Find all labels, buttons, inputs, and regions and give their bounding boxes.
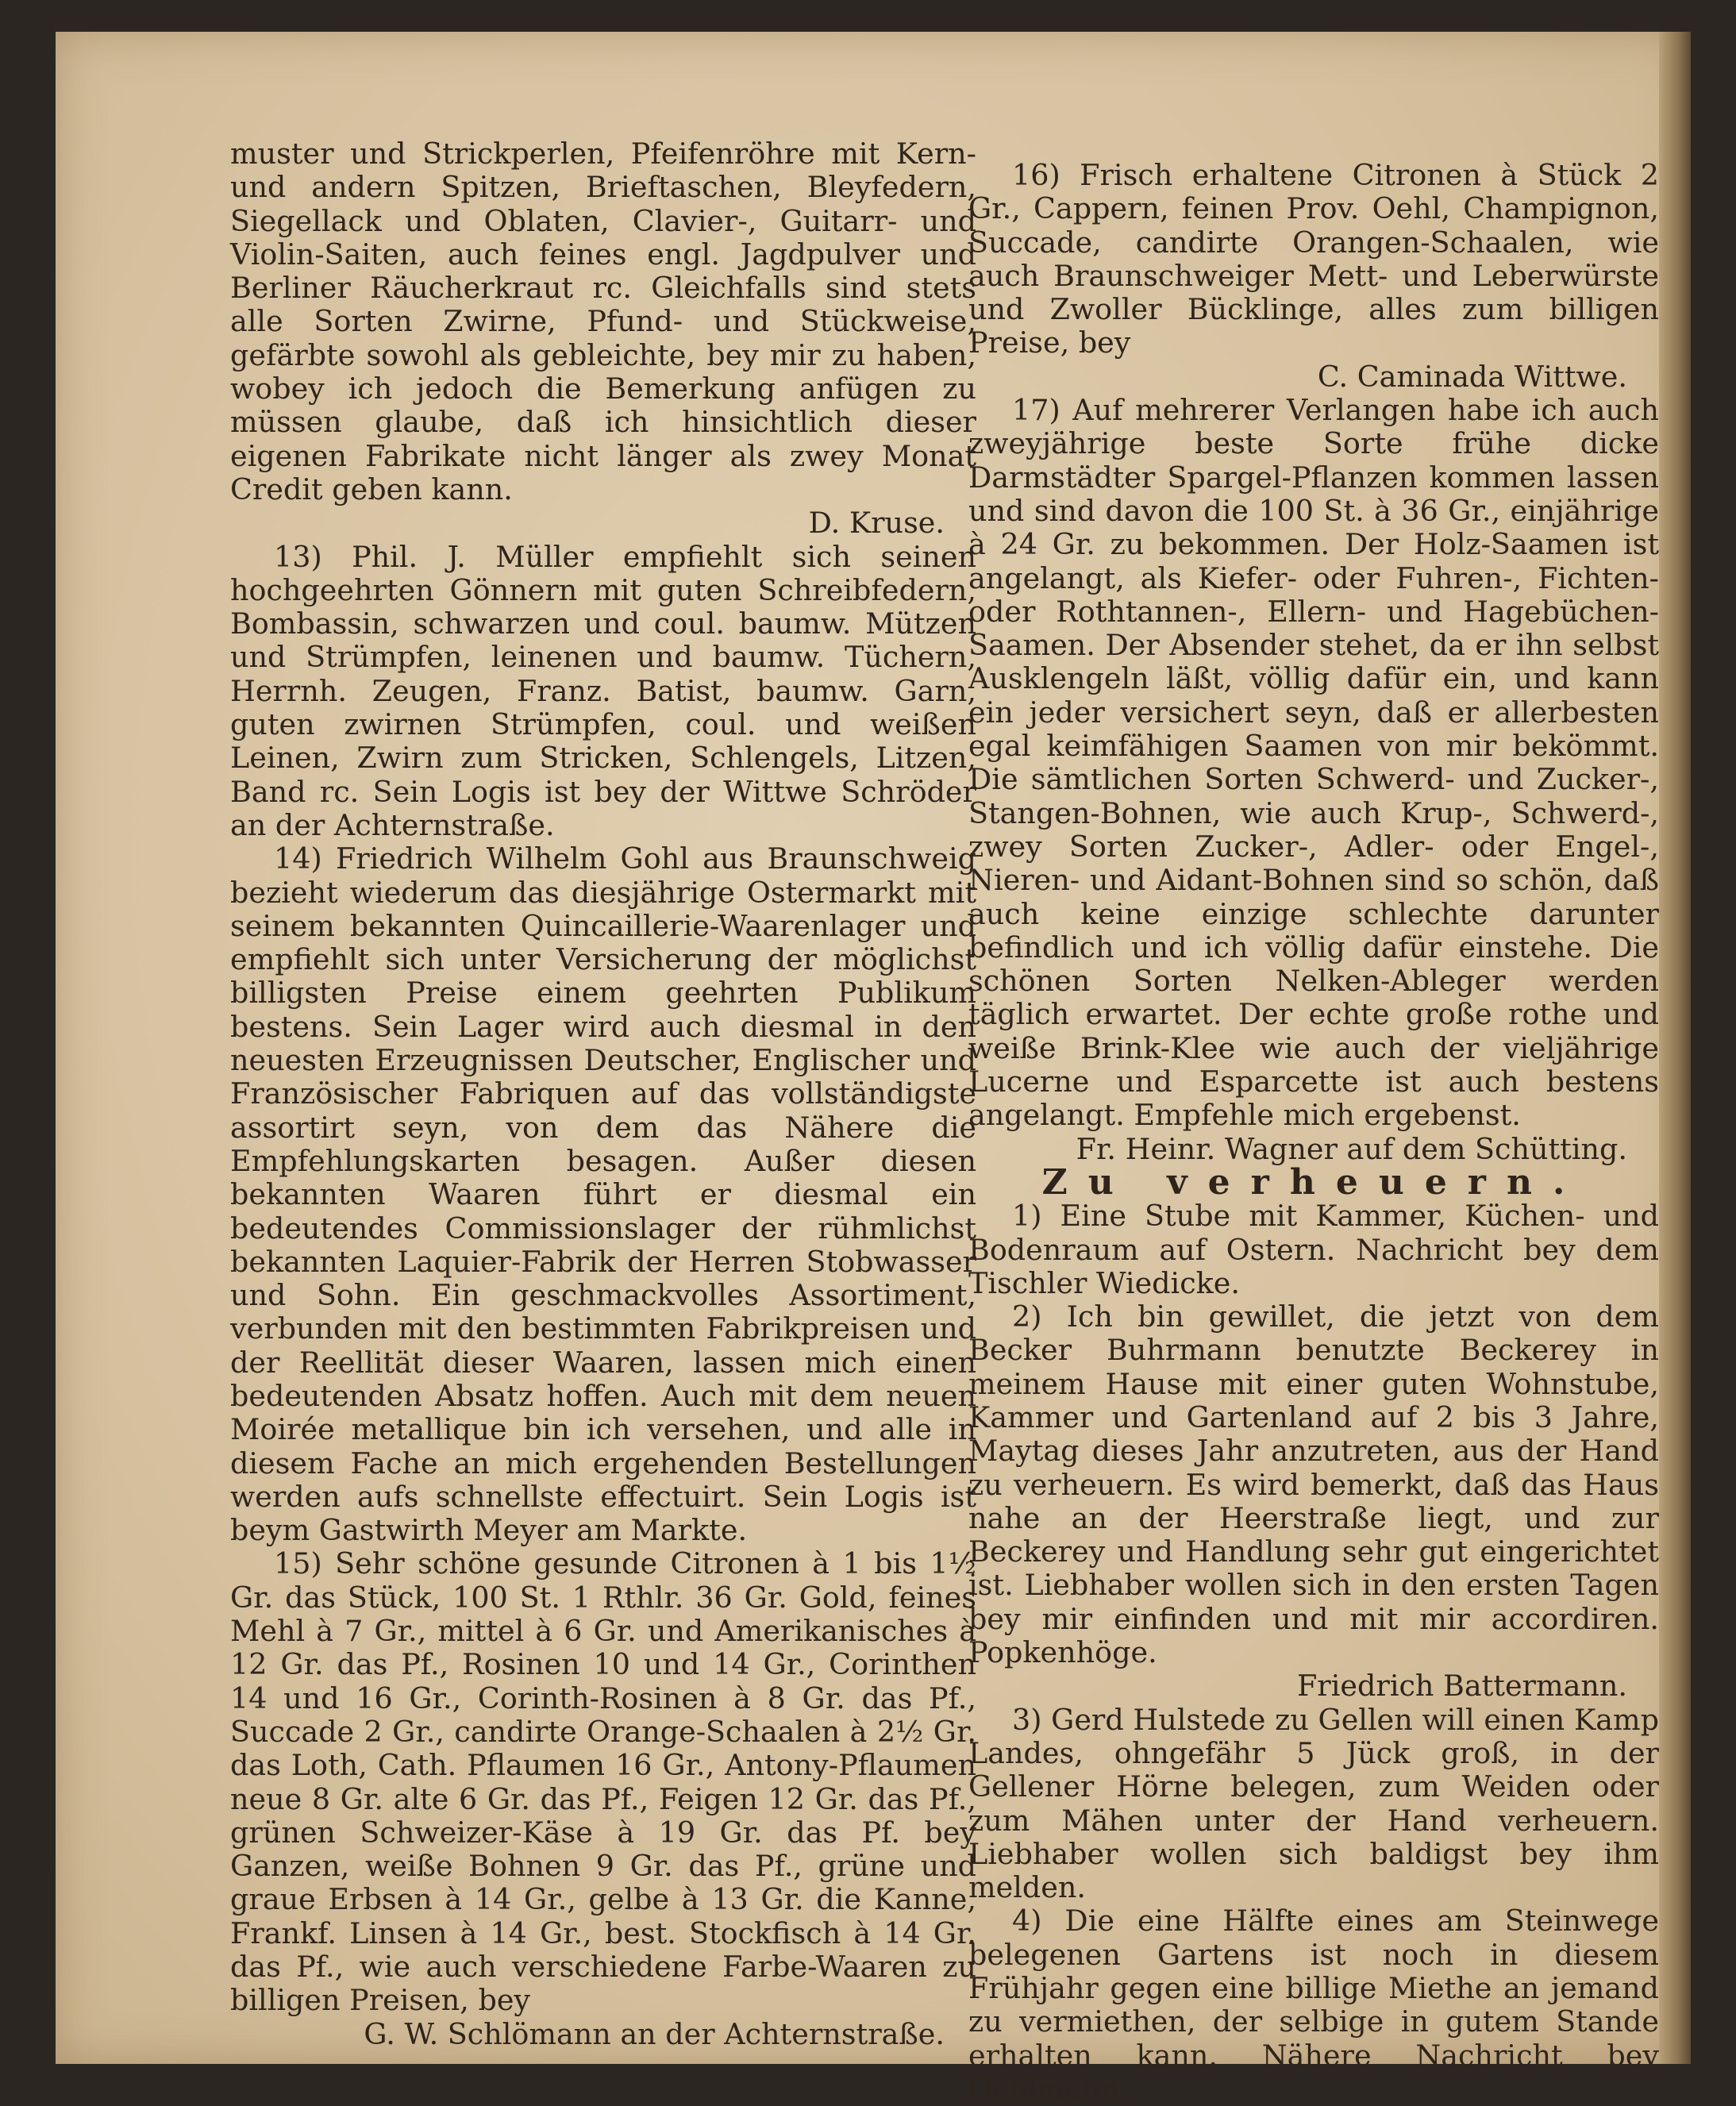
signature-schloemann: G. W. Schlömann an der Achternstraße. xyxy=(364,2016,945,2051)
notice-14: 14) Friedrich Wilhelm Gohl aus Braunschweig bezieht wiederum das diesjährige Ostermarkt mit seinem bekannten Quincaillerie-Waarenlager und empfiehlt sich unter Versicherung der möglichst billigsten Preise einem geehrten Publikum bestens. Sein Lager wird auch diesmal in den neuesten Erzeugnissen Deutscher, Englischer und Französischer Fabriquen auf das vollständigste assortirt seyn, von dem das Nähere die Empfehlungskarten besagen. Außer diesen bekannten Waaren führt er diesmal ein bedeutendes Commissionslager der rühmlichst bekannten Laquier-Fabrik der Herren Stobwasser und Sohn. Ein geschmackvolles Assortiment, verbunden mit den bestimmten Fabrikpreisen und der Reellität dieser Waaren, lassen mich einen bedeutenden Absatz hoffen. Auch mit dem neuen Moirée metallique bin ich versehen, und alle in diesem Fache an mich ergehenden Bestellungen werden aufs schnellste effectuirt. Sein Logis ist beym Gastwirth Meyer am Markte. xyxy=(230,841,976,1548)
rental-1: 1) Eine Stube mit Kammer, Küchen- und Bodenraum auf Ostern. Nachricht bey dem Tischler Wiedicke. xyxy=(968,1199,1659,1300)
right-column xyxy=(968,159,1659,2106)
notice-15: 15) Sehr schöne gesunde Citronen à 1 bis 1½ Gr. das Stück, 100 St. 1 Rthlr. 36 Gr. Gold, feines Mehl à 7 Gr., mittel à 6 Gr. und Amerikanisches à 12 Gr. das Pf., Rosinen 10 und 14 Gr., Corinthen 14 und 16 Gr., Corinth-Rosinen à 8 Gr. das Pf., Succade 2 Gr., candirte Orange-Schaalen à 2½ Gr. das Loth, Cath. Pflaumen 16 Gr., Antony-Pflaumen neue 8 Gr. alte 6 Gr. das Pf., Feigen 12 Gr. das Pf., grünen Schweizer-Käse à 19 Gr. das Pf. bey Ganzen, weiße Bohnen 9 Gr. das Pf., grüne und graue Erbsen à 14 Gr., gelbe à 13 Gr. die Kanne, Frankf. Linsen à 14 Gr., best. Stockfisch à 14 Gr. das Pf., wie auch verschiedene Farbe-Waaren zu billigen Preisen, bey xyxy=(230,1546,976,2018)
rental-4: 4) Die eine Hälfte eines am Steinwege belegenen Gartens ist noch in diesem Frühjahr gegen eine billige Miethe an jemand zu vermiethen, der selbige in gutem Stande erhalten kann. Nähere Nachricht bey Oehlmann. xyxy=(968,1904,1659,2106)
book-spine-edge xyxy=(1659,32,1691,2064)
section-heading-zu-verheuern: Zu verheuern. xyxy=(1041,1161,1586,1203)
left-column xyxy=(230,137,976,2051)
signature-kruse: D. Kruse. xyxy=(808,506,945,541)
signature-wagner: Fr. Heinr. Wagner auf dem Schütting. xyxy=(1076,1131,1627,1166)
notice-16: 16) Frisch erhaltene Citronen à Stück 2 Gr., Cappern, feinen Prov. Oehl, Champignon, Succade, candirte Orangen-Schaalen, wie auch Braunschweiger Mett- und Leberwürste und Zwoller Bücklinge, alles zum billigen Preise, bey xyxy=(968,158,1659,360)
rental-3: 3) Gerd Hulstede zu Gellen will einen Kamp Landes, ohngefähr 5 Jück groß, in der Gellener Hörne belegen, zum Weiden oder zum Mähen unter der Hand verheuern. Liebhaber wollen sich baldigst bey ihm melden. xyxy=(968,1702,1659,1905)
signature-caminada: C. Caminada Wittwe. xyxy=(1317,359,1627,394)
notice-13: 13) Phil. J. Müller empfiehlt sich seinen hochgeehrten Gönnern mit guten Schreibfedern, Bombassin, schwarzen und coul. baumw. Mützen und Strümpfen, leinenen und baumw. Tüchern, Herrnh. Zeugen, Franz. Batist, baumw. Garn, guten zwirnen Strümpfen, coul. und weißen Leinen, Zwirn zum Stricken, Schlengels, Litzen, Band rc. Sein Logis ist bey der Wittwe Schröder an der Achternstraße. xyxy=(230,539,976,842)
newspaper-page xyxy=(56,32,1691,2106)
rental-2: 2) Ich bin gewillet, die jetzt von dem Becker Buhrmann benutzte Beckerey in meinem Hause mit einer guten Wohnstube, Kammer und Gartenland auf 2 bis 3 Jahre, Maytag dieses Jahr anzutreten, aus der Hand zu verheuern. Es wird bemerkt, daß das Haus nahe an der Heerstraße liegt, und zur Beckerey und Handlung sehr gut eingerichtet ist. Liebhaber wollen sich in den ersten Tagen bey mir einfinden und mit mir accordiren. Popkenhöge. xyxy=(968,1299,1659,1670)
signature-battermann: Friedrich Battermann. xyxy=(1296,1669,1627,1704)
paragraph-continued: muster und Strickperlen, Pfeifenröhre mit Kern- und andern Spitzen, Brieftaschen, Bleyfedern, Siegellack und Oblaten, Clavier-, Guitarr- und Violin-Saiten, auch feines engl. Jagdpulver und Berliner Räucherkraut rc. Gleichfalls sind stets alle Sorten Zwirne, Pfund- und Stückweise, gefärbte sowohl als gebleichte, bey mir zu haben, wobey ich jedoch die Bemerkung anfügen zu müssen glaube, daß ich hinsichtlich dieser eigenen Fabrikate nicht länger als zwey Monat Credit geben kann. xyxy=(230,137,976,506)
notice-17: 17) Auf mehrerer Verlangen habe ich auch zweyjährige beste Sorte frühe dicke Darmstädter Spargel-Pflanzen kommen lassen und sind davon die 100 St. à 36 Gr., einjährige à 24 Gr. zu bekommen. Der Holz-Saamen ist angelangt, als Kiefer- oder Fuhren-, Fichten- oder Rothtannen-, Ellern- und Hagebüchen-Saamen. Der Absender stehet, da er ihn selbst Ausklengeln läßt, völlig dafür ein, und kann ein jeder versichert seyn, daß er allerbesten egal keimfähigen Saamen von mir bekömmt. Die sämtlichen Sorten Schwerd- und Zucker-, Stangen-Bohnen, wie auch Krup-, Schwerd-, zwey Sorten Zucker-, Adler- oder Engel-, Nieren- und Aidant-Bohnen sind so schön, daß auch keine einzige schlechte darunter befindlich und ich völlig dafür einstehe. Die schönen Sorten Nelken-Ableger werden täglich erwartet. Der echte große rothe und weiße Brink-Klee wie auch der vieljährige Lucerne und Esparcette ist auch bestens angelangt. Empfehle mich ergebenst. xyxy=(968,393,1659,1133)
